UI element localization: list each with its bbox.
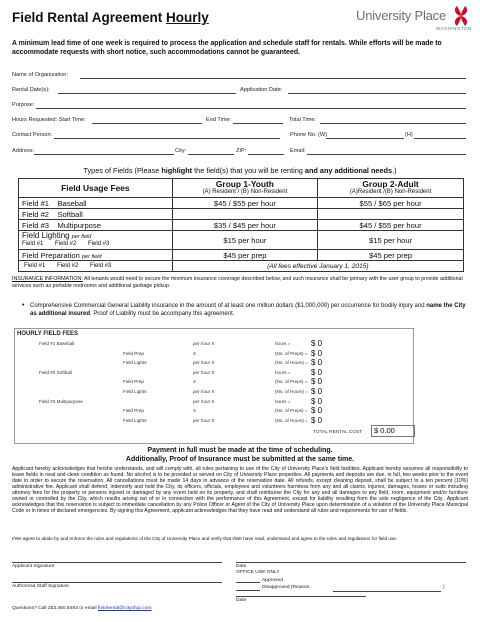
rental-dates-label: Rental Date(s):	[12, 87, 50, 93]
hourly-row-rate-label: X	[193, 379, 197, 385]
hourly-row-amount: $ 0	[311, 367, 323, 377]
organization-label: Name of Organization:	[12, 72, 68, 78]
logo-subtext: WASHINGTON	[436, 26, 472, 31]
hourly-field-fees-calculator	[14, 328, 414, 444]
hourly-row-quantity-label: hours =	[275, 341, 291, 346]
city-field[interactable]	[188, 154, 234, 155]
start-time-field[interactable]	[92, 123, 202, 124]
email-label: Email:	[290, 148, 306, 154]
payment-notice: Payment in full must be made at the time of scheduling. Additionally, Proof of Insurance must be submitted at the same time.	[125, 447, 355, 463]
leaf-logo-icon	[450, 4, 472, 28]
field-prep-cell: Field Preparation per field	[19, 250, 173, 261]
hourly-row-quantity-label: hours =	[275, 369, 291, 375]
hourly-row-rate-label: per hour X	[193, 398, 215, 404]
end-time-field[interactable]	[233, 123, 283, 124]
staff-signature-field[interactable]	[12, 582, 222, 583]
hourly-row-amount: $ 0	[311, 387, 323, 396]
total-time-label: Total Time:	[289, 117, 317, 123]
hourly-row-rate-label: per hour X	[193, 360, 215, 366]
field2-label: Field #2 Softball	[19, 209, 173, 220]
applicant-date-field[interactable]	[236, 562, 466, 563]
hourly-row-amount: $ 0	[311, 406, 323, 416]
approved-field[interactable]	[236, 582, 260, 583]
applicant-signature-field[interactable]	[12, 562, 222, 563]
intro-notice: A minimum lead time of one week is required to process the application and schedule staff for rentals. While efforts will be made to accommodate requests with short notice, such accommodations cannot be guaranteed.	[12, 40, 442, 56]
hourly-row-item-name: Field Lights	[123, 417, 147, 423]
application-date-field[interactable]	[288, 93, 466, 94]
hourly-row-field-name: Field #2 Softball	[39, 369, 72, 375]
rental-dates-field[interactable]	[58, 93, 236, 94]
insurance-requirement: Comprehensive Commercial General Liability insurance in the amount of at least one million dollars ($1,000,000) per occurrence for bodily injury and name the City as additional insured. Proof of Liability must be accompany this agreement.	[30, 303, 466, 318]
start-time-label: Hours Requested: Start Time:	[12, 117, 86, 123]
disapproved-reason-field[interactable]	[333, 591, 441, 592]
hourly-row-quantity-label: (No. of Hours) =	[275, 389, 308, 394]
field-usage-fees-table	[18, 178, 464, 272]
hourly-input-box[interactable]	[243, 407, 271, 414]
table-row: Field #1 Baseball $45 / $55 per hour $55 / $65 per hour	[19, 198, 464, 209]
hourly-row-rate-label: per hour X	[193, 389, 215, 394]
address-field[interactable]	[34, 154, 174, 155]
hourly-input-box[interactable]	[243, 350, 271, 357]
hourly-input-box[interactable]	[243, 369, 271, 376]
hourly-row-amount: $ 0	[311, 358, 323, 368]
fees-header: Field Usage Fees	[19, 179, 173, 198]
contact-person-field[interactable]	[54, 138, 280, 139]
applicant-signature-label: Applicant Signature	[12, 564, 55, 569]
hourly-row-quantity-label: (No. of Preps) =	[275, 408, 308, 414]
disapproved-label: Disapproved (Reason:	[262, 585, 311, 590]
end-time-label: End Time:	[206, 117, 232, 123]
hourly-row-quantity-label: (No. of Preps) =	[275, 379, 308, 385]
email-field[interactable]	[307, 154, 466, 155]
university-place-logo	[356, 6, 472, 40]
hourly-row-item-name: Field Prep	[123, 350, 144, 356]
hourly-row-quantity-label: (No. of Hours) =	[275, 417, 308, 423]
hourly-row-item-name: Field Prep	[123, 408, 144, 414]
bullet-icon: •	[22, 302, 25, 309]
hourly-row-rate-label: per hour X	[193, 341, 215, 346]
hourly-input-box[interactable]	[243, 340, 271, 347]
hourly-row-amount: $ 0	[311, 348, 323, 358]
phone-work-label: Phone No. (W)	[290, 132, 327, 138]
contact-info: Questions? Call 253.460.6493 or email fieldrental@cityofup.com	[12, 606, 152, 611]
terms-paragraph: Applicant hereby acknowledges that he/she understands, and will comply with, all rules pertaining to use of the City of University Place's field facilities. Applicant hereby assumes all responsibility to leave fields in neat and clean condition as found. No alcohol is to be provided or served on City of University Place properties. All payments and deposits are due, in full, two weeks prior to the event date in order to secure the reservation. All cancellations must be made 14 days in advance of the reservation date. All refunds, except cleaning deposit, shall be subject to a ten percent (10%) administrative fee. Applicant shall defend, indemnify and hold the City, its officers, officials, employees and volunteers harmless from any and all claims, injuries, damages, losses or suits including attorney fees for the property or persons injured or damaged by any event held on its property, and shall reimburse the City for any and all damages to any field, room, equipment and/or furniture owned or controlled by the City, which results arising out of or in connection with the performance of this Agreement, except for liability resulting from the sole negligence of the City.. Applicant acknowledges that this reservation is subject to immediate cancellation by any Police Officer or Agent of the City of University Place upon determination of a violation of the University Place Municipal Code or in times of declared emergencies. By signing this Agreement, applicant acknowledges that they have read and understand all rules and requirements for use of fields.	[12, 466, 468, 514]
table-header-row	[19, 179, 464, 198]
field-prep-options: Field #1 Field #2 Field #3	[19, 261, 173, 272]
page-title: Field Rental Agreement Hourly	[12, 10, 209, 25]
hourly-row-rate-label: X	[193, 350, 197, 356]
hourly-input-box[interactable]	[243, 388, 271, 395]
insurance-information: INSURANCE INFORMATION: All tenants would need to secure the minimum insurance coverage described below, and such insurance shall be primary with the user group to provide additional services such as portable restrooms and additional garbage pickup.	[12, 276, 463, 289]
zip-label: ZIP:	[236, 148, 247, 154]
hourly-row-amount: $ 0	[311, 377, 323, 387]
phone-home-label: (H)	[405, 132, 413, 138]
group2-header: Group 2-Adult (A)Resident /(B) Non-Resident	[318, 179, 464, 198]
table-row	[19, 209, 464, 220]
hourly-row-item-name: Field Lights	[123, 360, 147, 366]
hourly-input-box[interactable]	[243, 378, 271, 385]
hourly-row-quantity-label: (No. of Hours) =	[275, 360, 308, 366]
total-rental-cost-label: TOTAL RENTAL COST	[313, 430, 363, 435]
hourly-row-quantity-label: hours =	[275, 398, 291, 404]
field-types-instruction: Types of Fields (Please highlight the field(s) that you will be renting and any additional needs.)	[83, 166, 397, 175]
hourly-row-field-name: Field #1 Baseball	[39, 341, 75, 346]
hourly-input-box[interactable]	[243, 398, 271, 405]
disapproved-field[interactable]	[236, 590, 260, 591]
hourly-row-rate-label: X	[193, 408, 197, 414]
hourly-row-rate-label: per hour X	[193, 369, 215, 375]
hourly-row-amount: $ 0	[311, 415, 323, 425]
fees-effective-note: (All fees effective January 1, 2015)	[172, 261, 463, 272]
staff-date-field[interactable]	[236, 596, 366, 597]
table-row: Field #3 Multipurpose $35 / $45 per hour $45 / $55 per hour	[19, 220, 464, 231]
zip-field[interactable]	[248, 154, 284, 155]
hourly-input-box[interactable]	[243, 359, 271, 366]
address-label: Address:	[12, 148, 35, 154]
logo-text: University Place	[356, 8, 446, 23]
hourly-row-amount: $ 0	[311, 339, 323, 348]
hourly-row-item-name: Field Lights	[123, 389, 147, 394]
approved-label: Approved	[262, 578, 283, 583]
table-row	[19, 261, 464, 272]
hourly-row-field-name: Field #3 Multipurpose	[39, 398, 83, 404]
field3-label: Field #3 Multipurpose	[19, 220, 173, 231]
purpose-label: Purpose:	[12, 102, 35, 108]
application-date-label: Application Date:	[240, 87, 283, 93]
table-row: Field Lighting per field Field #1 Field #2 Field #3 $15 per hour $15 per hour	[19, 231, 464, 250]
email-link[interactable]: fieldrental@cityofup.com	[97, 606, 152, 611]
agreement-statement: I/We agree to abide by and enforce the rules and regulations of the City of University Place and verify that I/We have read, understand and agree to the rules and regulations for field use.	[12, 536, 398, 541]
total-time-field[interactable]	[320, 123, 466, 124]
contact-person-label: Contact Person:	[12, 132, 53, 138]
office-use-label: OFFICE USE ONLY	[236, 570, 280, 575]
hourly-row-amount: $ 0	[311, 396, 323, 406]
phone-home-field[interactable]	[414, 138, 466, 139]
city-label: City:	[175, 148, 187, 154]
field-lighting-cell: Field Lighting per field Field #1 Field #2 Field #3	[19, 231, 173, 250]
hourly-row-rate-label: per hour X	[193, 417, 215, 423]
purpose-field[interactable]	[36, 108, 466, 109]
reason-close-paren: )	[443, 585, 445, 590]
phone-work-field[interactable]	[326, 138, 404, 139]
field1-label: Field #1 Baseball	[19, 198, 173, 209]
staff-signature-label: Authorized Staff Signature	[12, 584, 70, 589]
staff-date-label: Date	[236, 598, 247, 603]
applicant-date-label: Date	[236, 564, 247, 569]
organization-field[interactable]	[80, 78, 466, 79]
total-rental-cost-value: $ 0.00	[371, 425, 415, 437]
group1-header: Group 1-Youth (A) Resident / (B) Non-Resident	[172, 179, 317, 198]
hourly-row-quantity-label: (No. of Preps) =	[275, 350, 308, 356]
hourly-input-box[interactable]	[243, 417, 271, 424]
hourly-fees-title: HOURLY FIELD FEES	[17, 331, 79, 337]
table-row: Field Preparation per field $45 per prep $45 per prep	[19, 250, 464, 261]
hourly-row-item-name: Field Prep	[123, 379, 144, 385]
